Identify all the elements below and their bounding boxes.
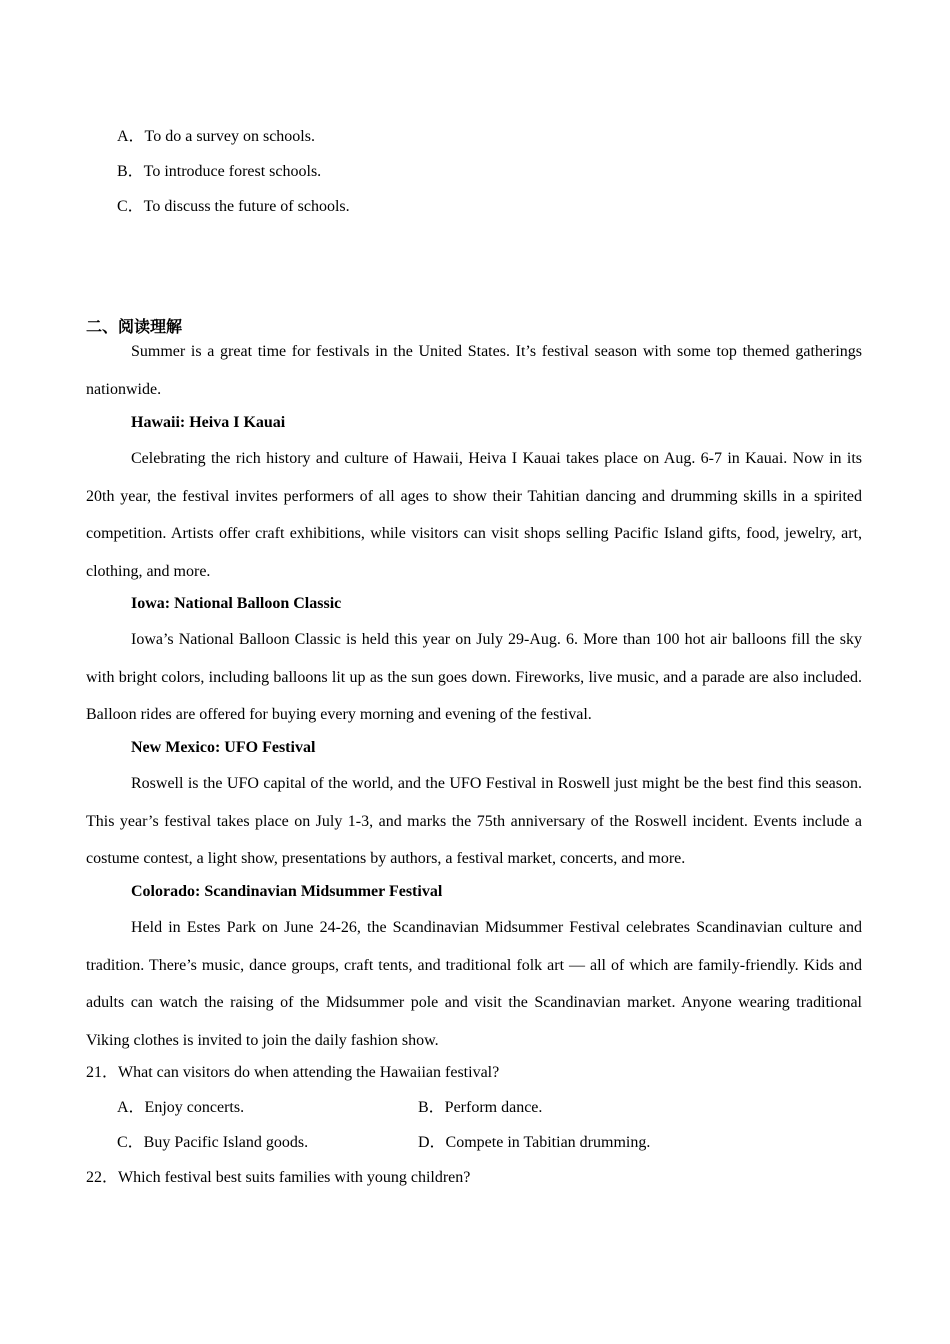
question-21-option-b: B．Perform dance. <box>418 1099 543 1116</box>
prev-option-c: C．To discuss the future of schools. <box>117 198 350 215</box>
festival-heading-hawaii: Hawaii: Heiva I Kauai <box>131 414 286 431</box>
question-21-stem: 21．What can visitors do when attending the Hawaiian festival? <box>86 1064 500 1081</box>
festival-text-colorado: Held in Estes Park on June 24-26, the Scandinavian Midsummer Festival celebrates Scandinavian culture and tradition. There’s music, dance groups, craft tents, and traditional folk art — all of which are family-friendly. Kids and adults can watch the raising of the Midsummer pole and visit the Scandinavian market. Anyone wearing traditional Viking clothes is invited to join the daily fashion show. <box>86 919 862 1049</box>
festival-text-iowa: Iowa’s National Balloon Classic is held this year on July 29-Aug. 6. More than 100 hot air balloons fill the sky with bright colors, including balloons lit up as the sun goes down. Fireworks, live music, and a parade are also included. Balloon rides are offered for buying every morning and evening of the festival. <box>86 631 862 723</box>
festival-text-new-mexico: Roswell is the UFO capital of the world, and the UFO Festival in Roswell just might be the best find this season. This year’s festival takes place on July 1-3, and marks the 75th anniversary of the Roswell incident. Events include a costume contest, a light show, presentations by authors, a festival market, concerts, and more. <box>86 775 862 867</box>
prev-option-b: B．To introduce forest schools. <box>117 163 322 180</box>
prev-option-a: A．To do a survey on schools. <box>117 128 315 145</box>
festival-heading-colorado: Colorado: Scandinavian Midsummer Festival <box>131 883 443 900</box>
festival-heading-iowa: Iowa: National Balloon Classic <box>131 595 342 612</box>
intro-paragraph: Summer is a great time for festivals in the United States. It’s festival season with some top themed gatherings nationwide. <box>86 343 862 398</box>
festival-text-hawaii: Celebrating the rich history and culture of Hawaii, Heiva I Kauai takes place on Aug. 6-7 in Kauai. Now in its 20th year, the festival invites performers of all ages to show their Tahitian dancing and drumming skills in a spirited competition. Artists offer craft exhibitions, while visitors can visit shops selling Pacific Island gifts, food, jewelry, art, clothing, and more. <box>86 450 862 580</box>
question-21-option-a: A．Enjoy concerts. <box>117 1099 245 1116</box>
question-21-option-d: D．Compete in Tabitian drumming. <box>418 1134 651 1151</box>
question-21-option-c: C．Buy Pacific Island goods. <box>117 1134 309 1151</box>
section-title: 二、阅读理解 <box>86 317 183 336</box>
question-22-stem: 22．Which festival best suits families with young children? <box>86 1169 471 1186</box>
festival-heading-new-mexico: New Mexico: UFO Festival <box>131 739 316 756</box>
